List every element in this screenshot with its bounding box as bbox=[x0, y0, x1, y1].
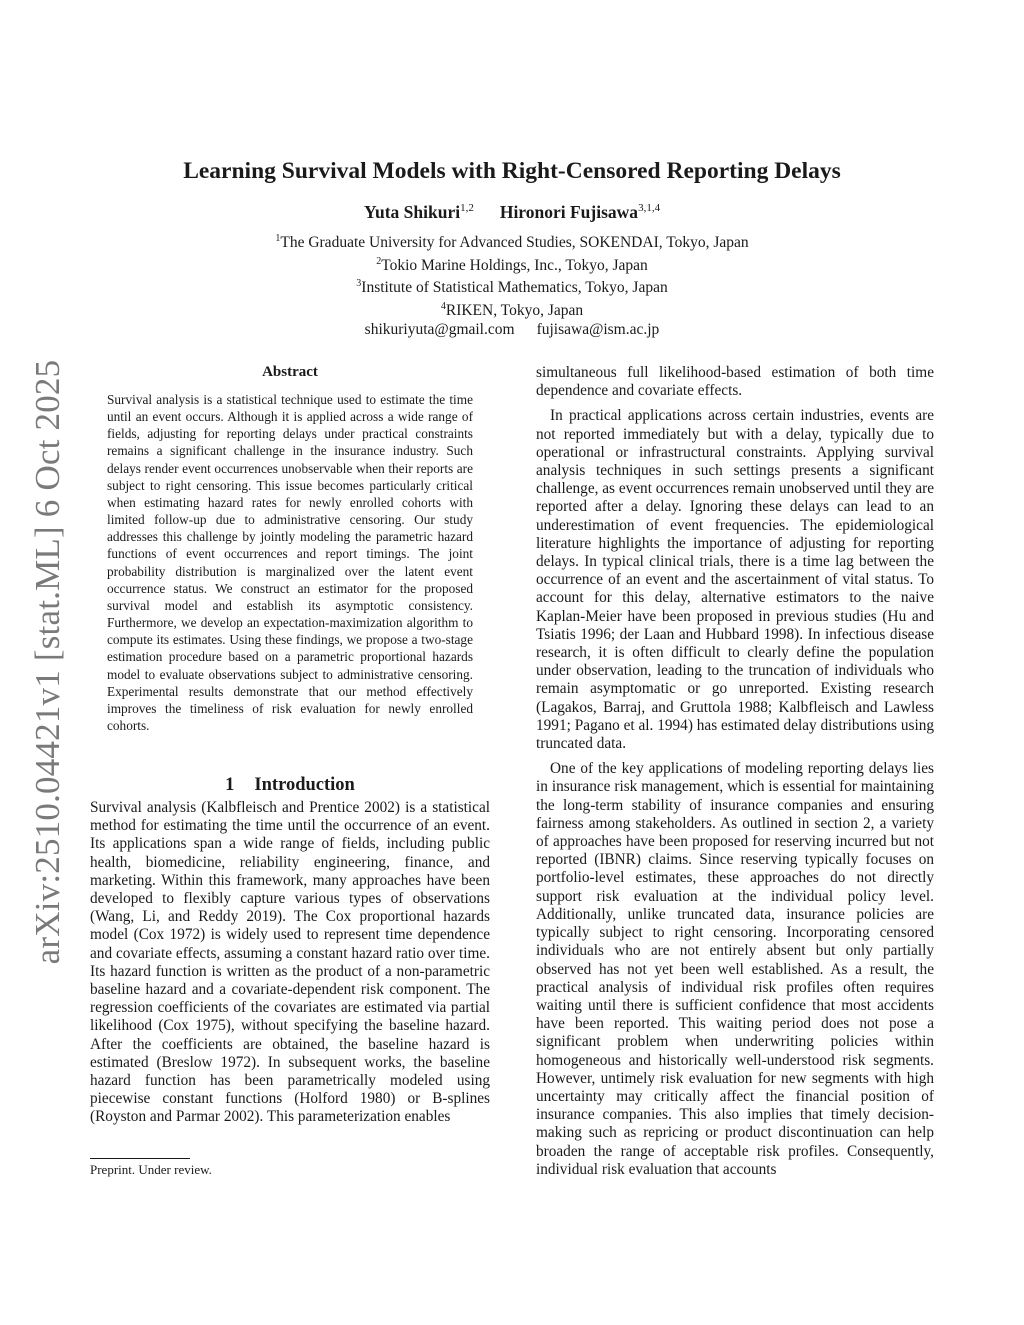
affiliation-marker: 4 bbox=[440, 300, 446, 312]
author-email: shikuriyuta@gmail.com bbox=[364, 320, 515, 338]
arxiv-identifier-stamp: arXiv:2510.04421v1 [stat.ML] 6 Oct 2025 bbox=[28, 359, 67, 965]
body-paragraph: In practical applications across certain industries, events are not reported immediately but with a delay, typically due to operational or infrastructural constraints. Applying survival analysis techniques in such settings presents a significant challenge, as event occurrences remain unobserved until they are reported after a delay. Ignoring these delays can lead to an underestimation of event frequencies. The epidemiological literature highlights the importance of adjusting for reporting delays. In typical clinical trials, there is a time lag between the occurrence of an event and the ascertainment of vital status. To account for this delay, alternative estimators to the naive Kaplan-Meier have been proposed in previous studies (Hu and Tsiatis 1996; der Laan and Hubbard 1998). In infectious disease research, it is often difficult to clearly define the population under observation, leading to the truncation of individuals who remain asymptomatic or go unreported. Existing research (Lagakos, Barraj, and Gruttola 1988; Kalbfleisch and Lawless 1991; Pagano et al. 1994) has estimated delay distributions using truncated data. bbox=[536, 407, 934, 753]
email-line bbox=[0, 321, 1024, 340]
author-name: Yuta Shikuri bbox=[363, 202, 461, 222]
section-number: 1 bbox=[225, 775, 235, 795]
author-affiliation-marker: 1,2 bbox=[460, 202, 474, 215]
abstract-text: Survival analysis is a statistical technique used to estimate the time until an event occurs. Although it is applied across a wide range of fields, adjusting for reporting delays under practical constraints remains a significant challenge in the insurance industry. Such delays render event occurrences unobservable when their reports are subject to right censoring. This issue becomes particularly critical when estimating hazard rates for newly enrolled cohorts with limited follow-up due to administrative censoring. Our study addresses this challenge by jointly modeling the parametric hazard functions of event occurrences and report timings. The joint probability distribution is marginalized over the latent event occurrence status. We construct an estimator for the proposed survival model and establish its asymptotic consistency. Furthermore, we develop an expectation-maximization algorithm to compute its estimates. Using these findings, we propose a two-stage estimation procedure based on a parametric proportional hazards model to evaluate observations subject to administrative censoring. Experimental results demonstrate that our method effectively improves the timeliness of risk evaluation for newly enrolled cohorts. bbox=[107, 392, 473, 733]
body-paragraph: One of the key applications of modeling reporting delays lies in insurance risk management, which is essential for maintaining the long-term stability of insurance companies and ensuring fairness among stakeholders. As outlined in section 2, a variety of approaches have been proposed for reserving incurred but not reported (IBNR) claims. Since reserving typically focuses on portfolio-level estimates, these approaches do not directly support risk evaluation at the individual policy level. Additionally, unlike truncated data, insurance policies are typically subject to right censoring. Incorporating censored individuals who are not entirely absent but only partially observed has not yet been well established. As a result, the practical analysis of individual risk profiles often requires waiting until there is sufficient confidence that most accidents have been reported. This waiting period does not pose a significant problem when underwriting policies within homogeneous and historically well-understood risk segments. However, untimely risk evaluation for new segments with high uncertainty may critically affect the financial position of insurance companies. This also implies that timely decision-making such as repricing or product discontinuation can help broaden the range of acceptable risk profiles. Consequently, individual risk evaluation that accounts bbox=[536, 760, 934, 1178]
author-affiliation-marker: 3,1,4 bbox=[638, 202, 661, 215]
affiliation-marker: 2 bbox=[376, 255, 382, 267]
affiliation-marker: 1 bbox=[275, 233, 281, 244]
affiliation-text: RIKEN, Tokyo, Japan bbox=[445, 302, 584, 320]
affiliation-block bbox=[0, 230, 1024, 339]
author-list bbox=[0, 202, 1024, 223]
affiliation-line bbox=[0, 298, 1024, 321]
author-email: fujisawa@ism.ac.jp bbox=[536, 320, 660, 338]
affiliation-marker: 3 bbox=[356, 278, 362, 290]
abstract-heading: Abstract bbox=[262, 364, 318, 380]
body-paragraph: Survival analysis (Kalbfleisch and Prentice 2002) is a statistical method for estimating the time until the occurrence of an event. Its applications span a wide range of fields, including public health, biomedicine, reliability engineering, finance, and marketing. Within this framework, many approaches have been developed to flexibly capture various types of observations (Wang, Li, and Reddy 2019). The Cox proportional hazards model (Cox 1972) is widely used to represent time dependence and covariate effects, assuming a constant hazard ratio over time. Its hazard function is written as the product of a non-parametric baseline hazard and a covariate-dependent risk component. The regression coefficients of the covariates are estimated via partial likelihood (Cox 1975), without specifying the baseline hazard. After the coefficients are obtained, the baseline hazard is estimated (Breslow 1972). In subsequent works, the baseline hazard function has been parametrically modeled using piecewise constant functions (Holford 1980) or B-splines (Royston and Parmar 2002). This parameterization enables bbox=[90, 799, 490, 1126]
affiliation-text: Institute of Statistical Mathematics, Tokyo, Japan bbox=[361, 279, 668, 297]
body-paragraph: simultaneous full likelihood-based estimation of both time dependence and covariate effects. bbox=[536, 364, 934, 400]
right-column-body bbox=[536, 364, 934, 1179]
footnote-divider bbox=[90, 1158, 190, 1159]
affiliation-line bbox=[0, 253, 1024, 276]
left-column-body bbox=[90, 799, 490, 1127]
author-name: Hironori Fujisawa bbox=[499, 202, 639, 222]
footnote: Preprint. Under review. bbox=[90, 1162, 212, 1177]
section-title: Introduction bbox=[254, 775, 355, 795]
affiliation-text: Tokio Marine Holdings, Inc., Tokyo, Japan bbox=[381, 256, 648, 274]
section-heading-introduction bbox=[90, 775, 490, 796]
paper-title: Learning Survival Models with Right-Censored Reporting Delays bbox=[183, 158, 841, 184]
affiliation-line bbox=[0, 230, 1024, 253]
affiliation-text: The Graduate University for Advanced Studies, SOKENDAI, Tokyo, Japan bbox=[280, 234, 749, 252]
affiliation-line bbox=[0, 275, 1024, 298]
